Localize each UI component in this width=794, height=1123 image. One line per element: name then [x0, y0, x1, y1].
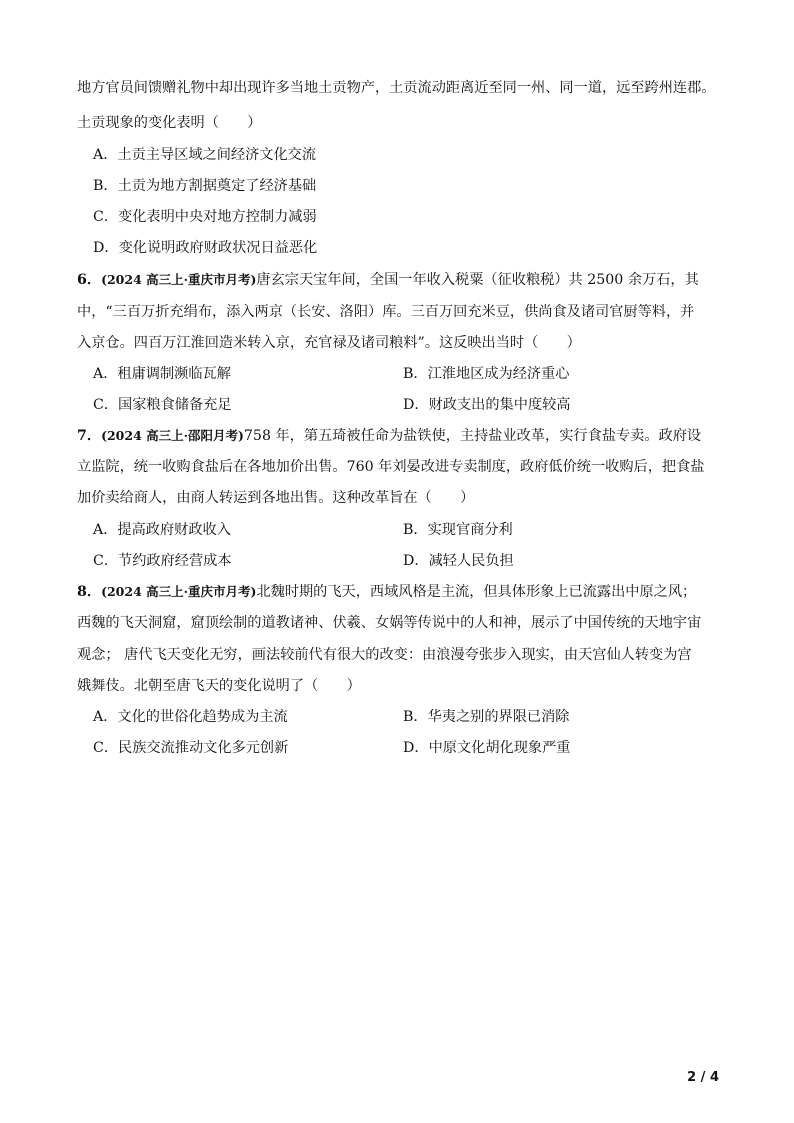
q5-option-a: A．土贡主导区域之间经济文化交流 — [93, 147, 317, 163]
q7-text-line-3: 加价卖给商人，由商人转运到各地出售。这种改革旨在（ ） — [77, 490, 475, 506]
q8-text-line-4: 娥舞伎。北朝至唐飞天的变化说明了（ ） — [77, 678, 361, 694]
q8-option-a: A．文化的世俗化趋势成为主流 — [93, 709, 288, 725]
q6-number: 6． — [77, 272, 102, 288]
q7-option-b: B．实现官商分利 — [403, 522, 513, 538]
q5-text-line-1: 地方官员间馈赠礼物中却出现许多当地土贡物产，土贡流动距离近至同一州、同一道，远至跨州连郡。 — [77, 80, 716, 96]
q5-option-b: B．土贡为地方割据奠定了经济基础 — [93, 178, 317, 194]
q7-stem-start: 758 年，第五琦被任命为盐铁使，主持盐业改革，实行食盐专卖。政府设 — [243, 428, 702, 444]
q7-text-line-1 — [77, 426, 701, 446]
q6-text-line-3: 入京仓。四百万江淮回造米转入京，充官禄及诸司粮料”。这反映出当时（ ） — [77, 335, 581, 351]
q6-option-c: C．国家粮食储备充足 — [93, 397, 232, 413]
q6-stem-start: 唐玄宗天宝年间，全国一年收入税粟（征收粮税）共 2500 余万石，其 — [256, 272, 699, 288]
q7-option-d: D．减轻人民负担 — [403, 553, 514, 569]
q6-text-line-1 — [77, 270, 699, 290]
page-number: 2 / 4 — [687, 1070, 719, 1085]
q8-option-b: B．华夷之别的界限已消除 — [403, 709, 570, 725]
q5-option-c: C．变化表明中央对地方控制力减弱 — [93, 209, 317, 225]
q8-number: 8． — [77, 584, 102, 600]
q5-text-line-2: 土贡现象的变化表明（ ） — [77, 115, 262, 131]
q5-option-d: D．变化说明政府财政状况日益恶化 — [93, 240, 318, 256]
q8-source: (2024 高三上·重庆市月考) — [101, 584, 257, 599]
q7-option-c: C．节约政府经营成本 — [93, 553, 232, 569]
q7-source: (2024 高三上·邵阳月考) — [101, 428, 244, 443]
q7-option-a: A．提高政府财政收入 — [93, 522, 231, 538]
q6-source: (2024 高三上·重庆市月考) — [101, 272, 257, 287]
q6-option-d: D．财政支出的集中度较高 — [403, 397, 571, 413]
q8-text-line-1 — [77, 582, 696, 602]
q8-option-c: C．民族交流推动文化多元创新 — [93, 740, 289, 756]
q6-option-b: B．江淮地区成为经济重心 — [403, 366, 570, 382]
q6-text-line-2: 中，“三百万折充绢布，添入两京（长安、洛阳）库。三百万回充米豆，供尚食及诸司官厨等料，并 — [77, 304, 695, 320]
q8-text-line-2: 西魏的飞天洞窟，窟顶绘制的道教诸神、伏羲、女娲等传说中的人和神，展示了中国传统的天地宇宙 — [77, 615, 702, 631]
q8-option-d: D．中原文化胡化现象严重 — [403, 740, 571, 756]
q8-stem-start: 北魏时期的飞天，西域风格是主流，但具体形象上已流露出中原之风； — [256, 584, 697, 600]
q8-text-line-3: 观念； 唐代飞天变化无穷，画法较前代有很大的改变：由浪漫夸张步入现实，由天宫仙人转变为宫 — [77, 647, 692, 663]
q6-option-a: A．租庸调制濒临瓦解 — [93, 366, 231, 382]
q7-number: 7． — [77, 428, 102, 444]
q7-text-line-2: 立监院，统一收购食盐后在各地加价出售。760 年刘晏改进专卖制度，政府低价统一收购后，把食盐 — [77, 459, 705, 475]
